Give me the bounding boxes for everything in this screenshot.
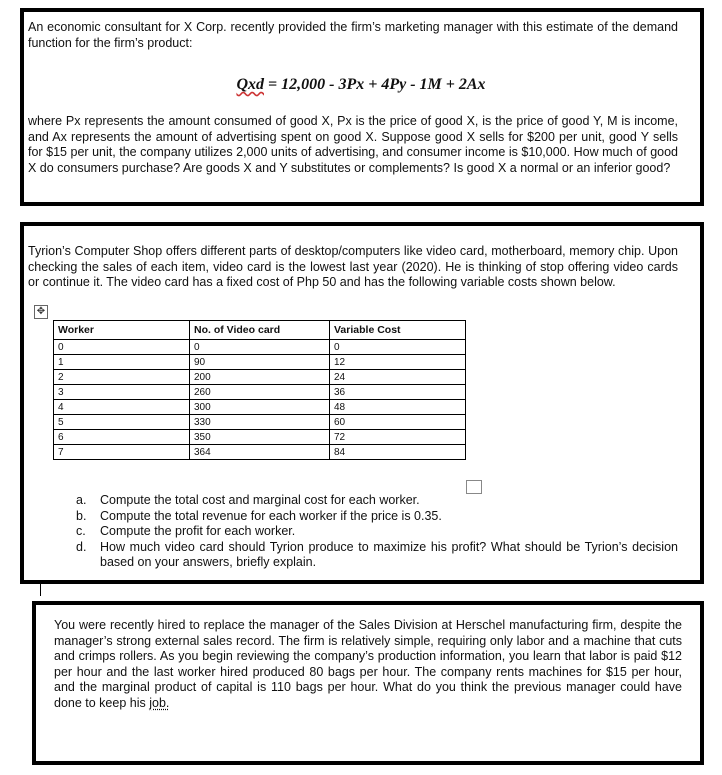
table-row xyxy=(54,445,466,460)
cell-video-cards: 260 xyxy=(190,385,330,400)
problem-3-text: You were recently hired to replace the manager of the Sales Division at Herschel manufacturing firm, despite the manager’s strong external sales record. The firm is relatively simple, requiring only labor and a machine that cuts and crimps rollers. As you begin reviewing the company’s production information, you learn that labor is paid $12 per hour and the last worker hired produced 80 bags per hour. The company rents machines for $15 per hour, and the marginal product of capital is 110 bags per hour. What do you think the previous manager could have done to keep his xyxy=(54,618,682,710)
cell-video-cards: 90 xyxy=(190,355,330,370)
cell-variable-cost: 12 xyxy=(330,355,466,370)
table-row xyxy=(54,385,466,400)
cell-video-cards: 364 xyxy=(190,445,330,460)
cell-variable-cost: 72 xyxy=(330,430,466,445)
cell-video-cards: 330 xyxy=(190,415,330,430)
question-text: Compute the total revenue for each worker if the price is 0.35. xyxy=(100,508,442,523)
question-label: d. xyxy=(76,539,87,554)
table-row xyxy=(54,400,466,415)
header-video-cards: No. of Video card xyxy=(190,321,330,340)
cell-video-cards: 350 xyxy=(190,430,330,445)
cell-variable-cost: 36 xyxy=(330,385,466,400)
cell-variable-cost: 60 xyxy=(330,415,466,430)
problem-3-last-word: job. xyxy=(149,695,170,710)
table-resize-handle-icon[interactable] xyxy=(466,480,482,494)
question-list xyxy=(76,493,678,571)
problem-3-body xyxy=(54,618,682,712)
cell-worker: 3 xyxy=(54,385,190,400)
question-text: Compute the profit for each worker. xyxy=(100,524,296,539)
problem-1-body: where Px represents the amount consumed of good X, Px is the price of good X, is the price of good Y, M is income, and Ax represents the amount of advertising spent on good X. Suppose good X sells for $200 per unit, good Y sells for $15 per unit, the company utilizes 2,000 units of advertising, and consumer income is $10,000. How much of good X do consumers purchase? Are goods X and Y substitutes or complements? Is good X a normal or an inferior good? xyxy=(28,114,678,175)
question-text: How much video card should Tyrion produce to maximize his profit? What should be Tyrion’s decision based on your answers, briefly explain. xyxy=(100,539,678,570)
table-row xyxy=(54,370,466,385)
cell-variable-cost: 84 xyxy=(330,445,466,460)
question-label: c. xyxy=(76,524,86,539)
variable-cost-table xyxy=(53,320,466,460)
cell-variable-cost: 48 xyxy=(330,400,466,415)
problem-3-box xyxy=(32,601,704,765)
table-row xyxy=(54,430,466,445)
question-label: a. xyxy=(76,493,87,507)
question-text: Compute the total cost and marginal cost for each worker. xyxy=(100,493,420,507)
table-row xyxy=(54,355,466,370)
formula-lhs: Qxd xyxy=(236,76,264,93)
cell-worker: 5 xyxy=(54,415,190,430)
list-item xyxy=(76,509,678,525)
demand-formula xyxy=(0,76,722,94)
formula-rhs: = 12,000 - 3Px + 4Py - 1M + 2Ax xyxy=(264,76,486,93)
question-label: b. xyxy=(76,508,87,523)
table-row xyxy=(54,340,466,355)
list-item xyxy=(76,493,678,509)
cell-worker: 0 xyxy=(54,340,190,355)
cell-variable-cost: 24 xyxy=(330,370,466,385)
list-item xyxy=(76,524,678,540)
cell-video-cards: 0 xyxy=(190,340,330,355)
header-variable-cost: Variable Cost xyxy=(330,321,466,340)
cell-worker: 7 xyxy=(54,445,190,460)
problem-2-intro: Tyrion’s Computer Shop offers different parts of desktop/computers like video card, motherboard, memory chip. Upon checking the sales of each item, video card is the lowest last year (2020). He is thinking of stop offering video cards or continue it. The video card has a fixed cost of Php 50 and has the following variable costs shown below. xyxy=(28,244,678,290)
cell-worker: 1 xyxy=(54,355,190,370)
table-move-handle-icon[interactable]: ✥ xyxy=(34,305,48,319)
cell-video-cards: 200 xyxy=(190,370,330,385)
cell-video-cards: 300 xyxy=(190,400,330,415)
cell-worker: 2 xyxy=(54,370,190,385)
problem-1-intro: An economic consultant for X Corp. recently provided the firm’s marketing manager with this estimate of the demand function for the firm’s product: xyxy=(28,20,678,50)
list-item xyxy=(76,540,678,571)
header-worker: Worker xyxy=(54,321,190,340)
cell-variable-cost: 0 xyxy=(330,340,466,355)
cell-worker: 4 xyxy=(54,400,190,415)
cell-worker: 6 xyxy=(54,430,190,445)
table-header-row xyxy=(54,321,466,340)
table-row xyxy=(54,415,466,430)
text-cursor xyxy=(40,584,41,596)
